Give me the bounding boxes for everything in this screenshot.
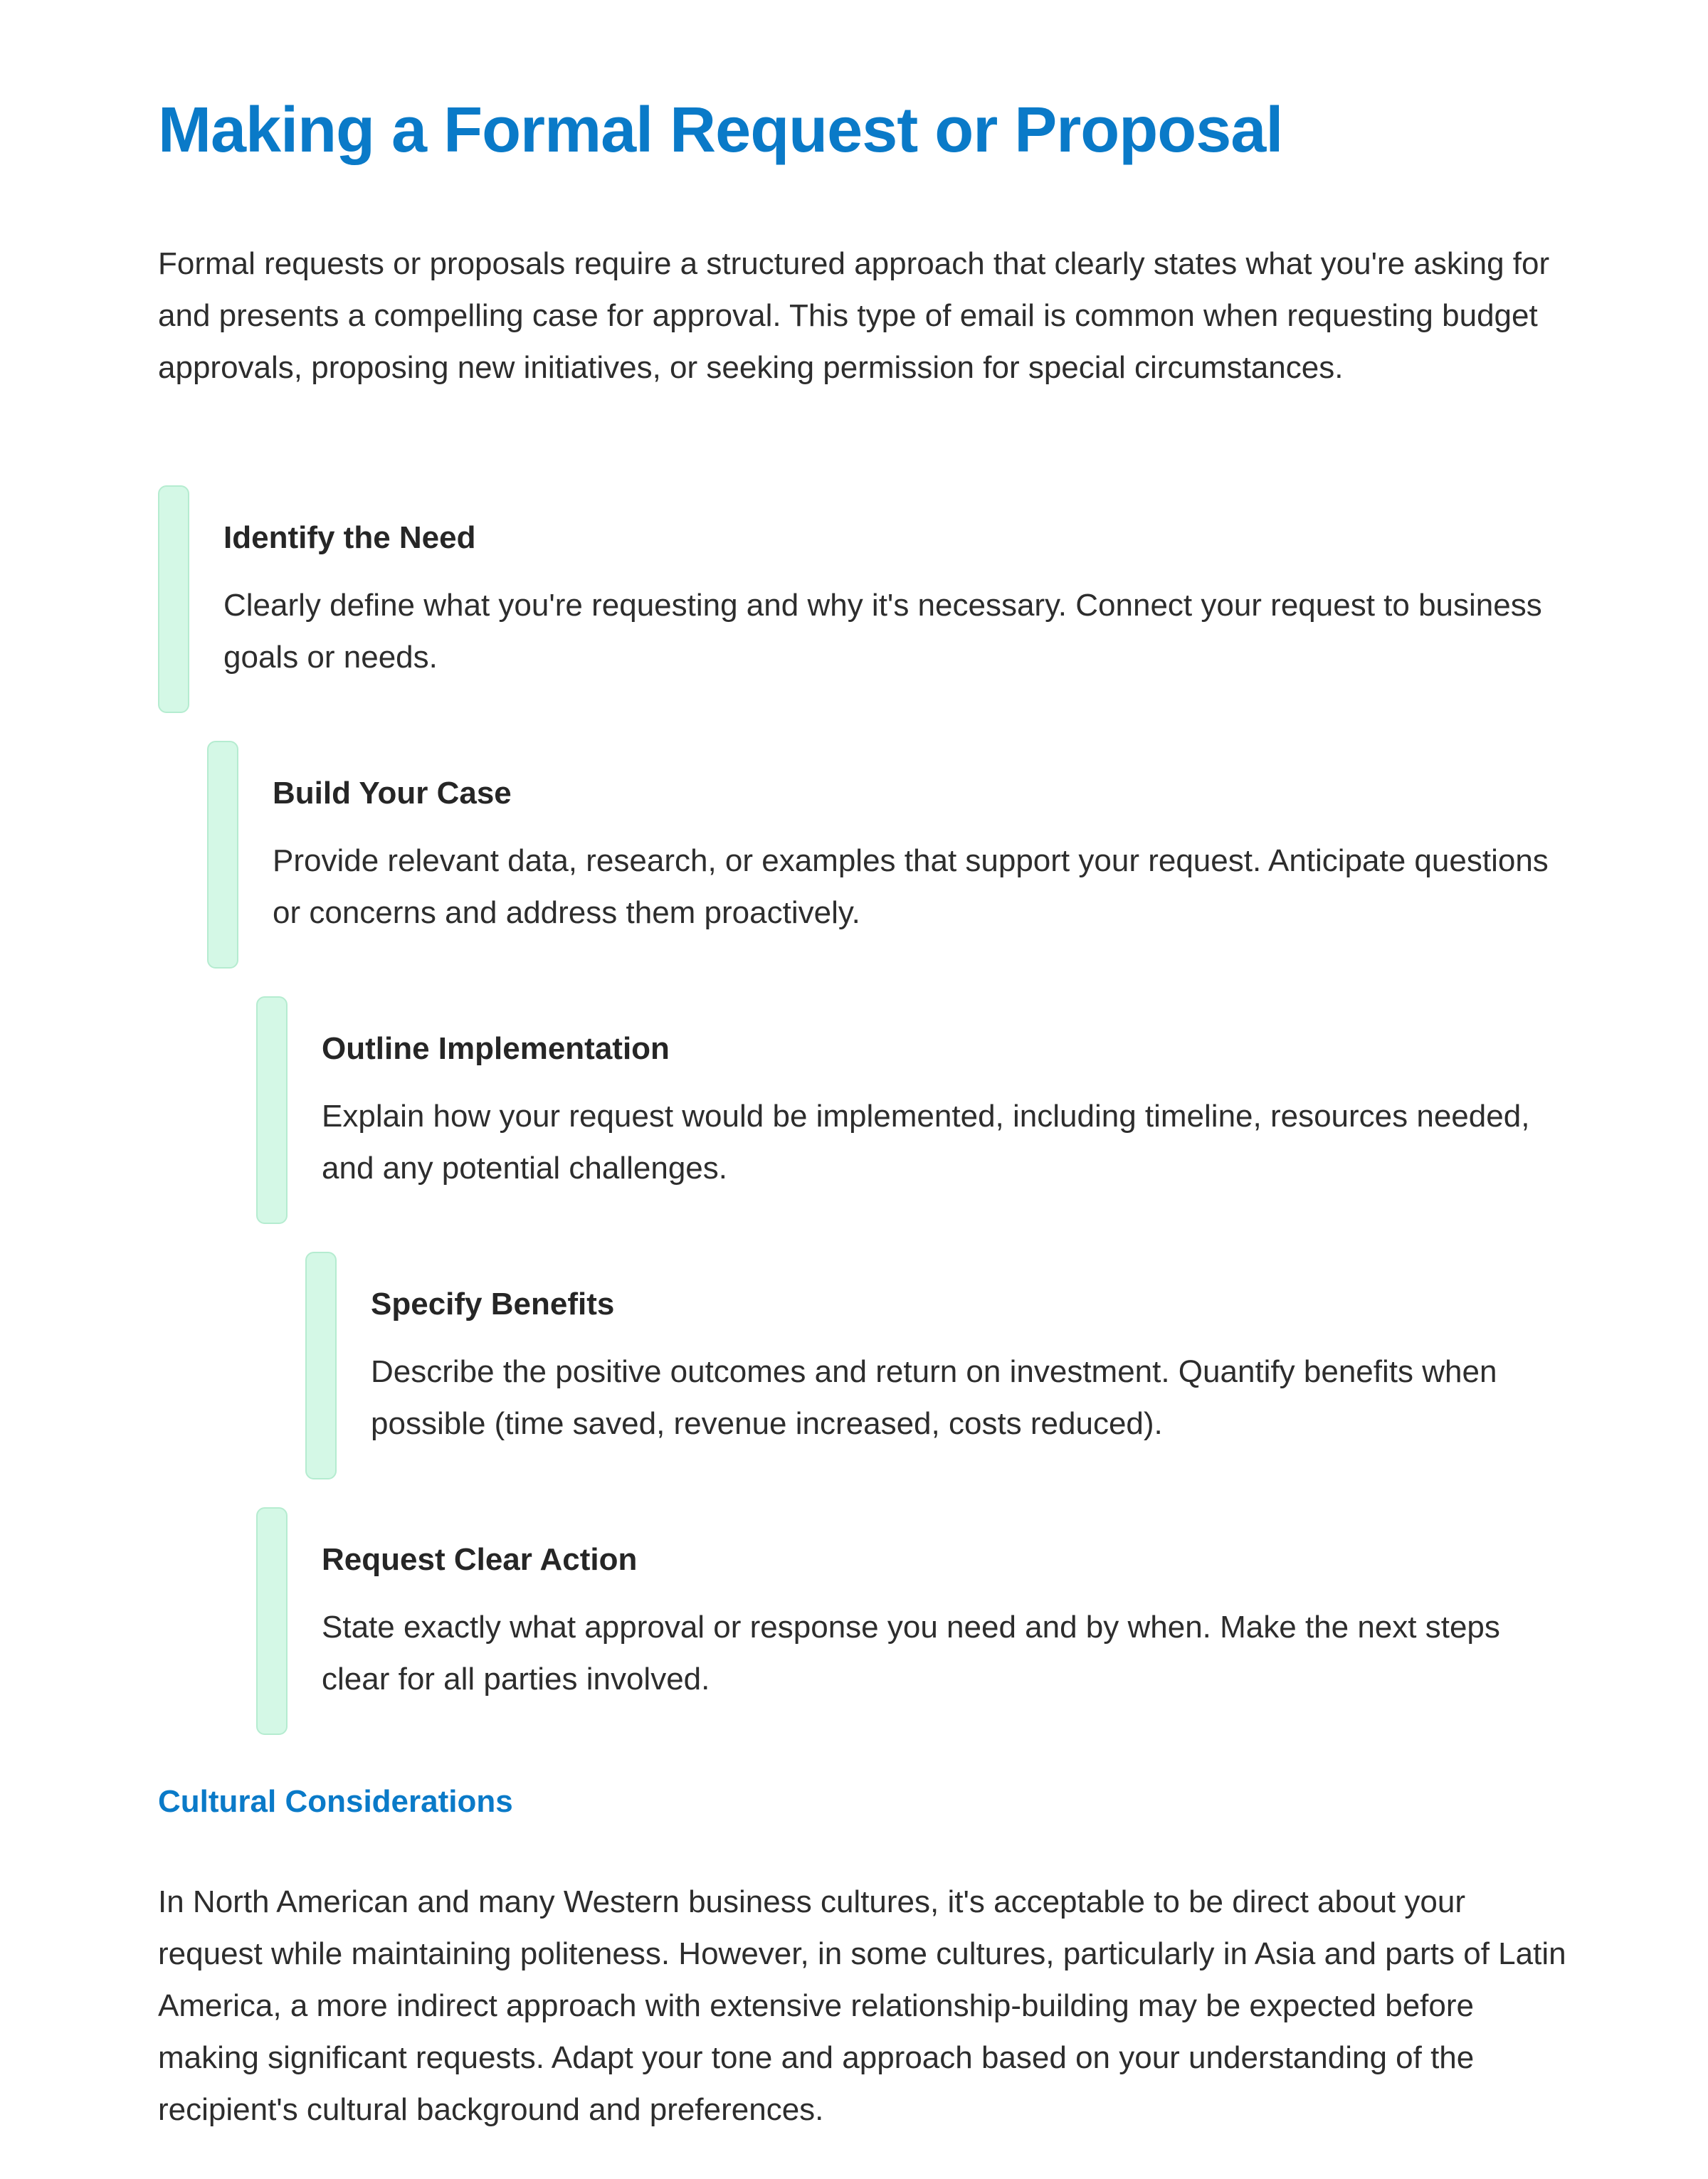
page-title: Making a Formal Request or Proposal <box>158 95 1283 166</box>
step-title: Specify Benefits <box>371 1287 615 1321</box>
step-title: Request Clear Action <box>322 1542 638 1577</box>
step-request-action <box>256 1507 1574 1738</box>
step-description: Describe the positive outcomes and return on investment. Quantify benefits when possible (time saved, revenue increased, costs reduced). <box>371 1354 1497 1441</box>
step-specify-benefits <box>305 1252 1574 1482</box>
step-outline-implementation <box>256 996 1574 1227</box>
step-build-case <box>207 741 1574 971</box>
step-description: Provide relevant data, research, or examples that support your request. Anticipate questions or concerns and address them proactively. <box>273 843 1549 930</box>
step-title: Build Your Case <box>273 776 512 811</box>
cultural-considerations-paragraph: In North American and many Western business cultures, it's acceptable to be direct about your request while maintaining politeness. However, in some cultures, particularly in Asia and parts of Latin America, a more indirect approach with extensive relationship-building may be expected before making significant requests. Adapt your tone and approach based on your understanding of the recipient's cultural background and preferences. <box>158 1884 1566 2127</box>
step-accent-bar <box>158 485 189 713</box>
step-description: Clearly define what you're requesting and why it's necessary. Connect your request to business goals or needs. <box>223 588 1542 675</box>
intro-paragraph: Formal requests or proposals require a structured approach that clearly states what you're asking for and presents a compelling case for approval. This type of email is common when requesting budget approvals, proposing new initiatives, or seeking permission for special circumstances. <box>158 246 1550 385</box>
step-accent-bar <box>256 1507 288 1735</box>
step-description: State exactly what approval or response you need and by when. Make the next steps clear for all parties involved. <box>322 1610 1500 1697</box>
step-description: Explain how your request would be implemented, including timeline, resources needed, and any potential challenges. <box>322 1099 1530 1186</box>
step-accent-bar <box>207 741 238 969</box>
step-title: Outline Implementation <box>322 1031 670 1066</box>
step-title: Identify the Need <box>223 520 476 555</box>
step-accent-bar <box>305 1252 337 1479</box>
step-accent-bar <box>256 996 288 1224</box>
cultural-considerations-heading: Cultural Considerations <box>158 1784 513 1819</box>
step-identify-need <box>158 485 1574 716</box>
